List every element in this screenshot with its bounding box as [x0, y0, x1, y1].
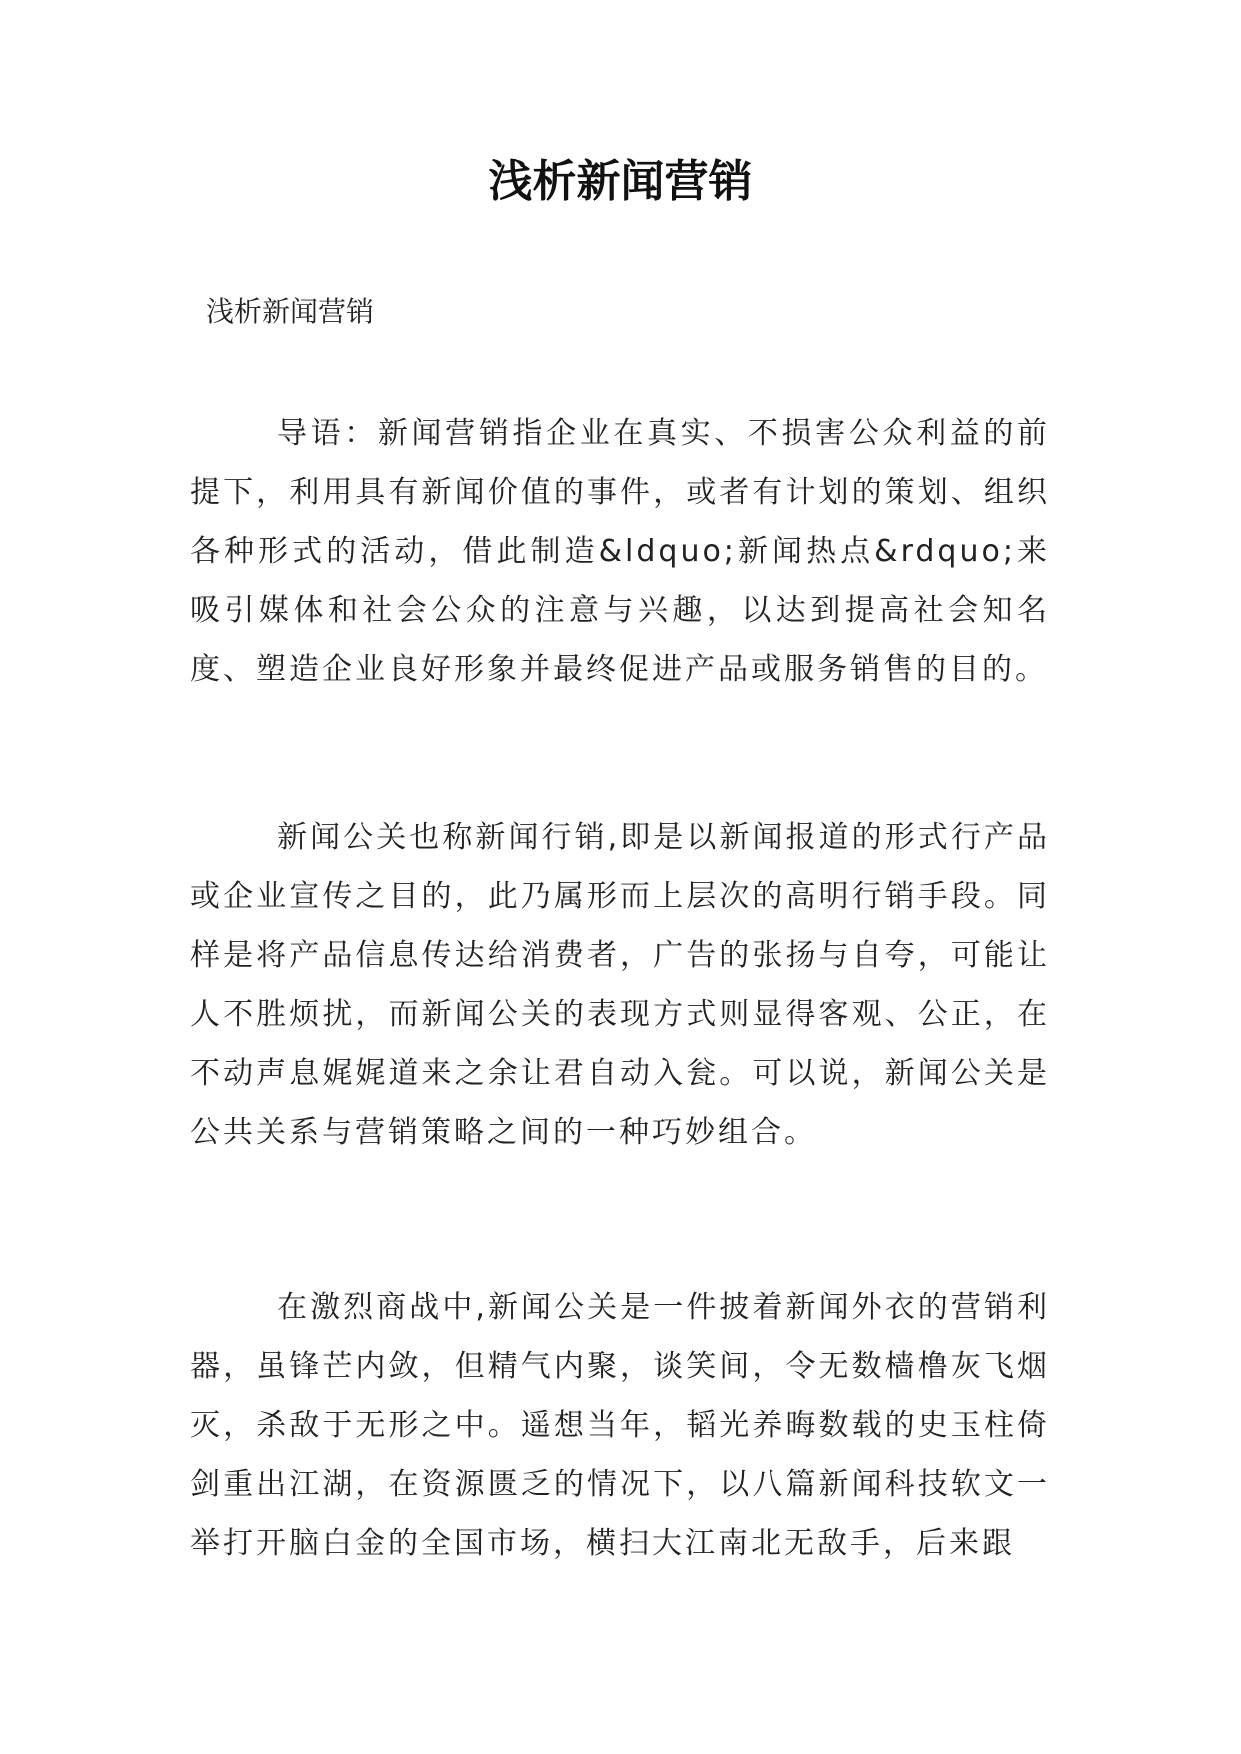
document-title: 浅析新闻营销	[488, 156, 753, 207]
paragraph-intro: 导语：新闻营销指企业在真实、不损害公众利益的前提下，利用具有新闻价值的事件，或者有计划的策划、组织各种形式的活动，借此制造&ldquo;新闻热点&rdquo;来吸引媒体和社会公众的注意与兴趣，以达到提高社会知名度、塑造企业良好形象并最终促进产品或服务销售的目的。	[190, 416, 1050, 687]
paragraph-business-war: 在激烈商战中,新闻公关是一件披着新闻外衣的营销利器，虽锋芒内敛，但精气内聚，谈笑间，令无数樯橹灰飞烟灭，杀敌于无形之中。遥想当年，韬光养晦数载的史玉柱倚剑重出江湖，在资源匮乏的情况下，以八篇新闻科技软文一举打开脑白金的全国市场，横扫大江南北无敌手，后来跟	[190, 1290, 1050, 1561]
document-subtitle: 浅析新闻营销	[206, 295, 375, 328]
paragraph-news-pr: 新闻公关也称新闻行销,即是以新闻报道的形式行产品或企业宣传之目的，此乃属形而上层次的高明行销手段。同样是将产品信息传达给消费者，广告的张扬与自夸，可能让人不胜烦扰，而新闻公关的表现方式则显得客观、公正，在不动声息娓娓道来之余让君自动入瓮。可以说，新闻公关是公共关系与营销策略之间的一种巧妙组合。	[190, 820, 1050, 1150]
